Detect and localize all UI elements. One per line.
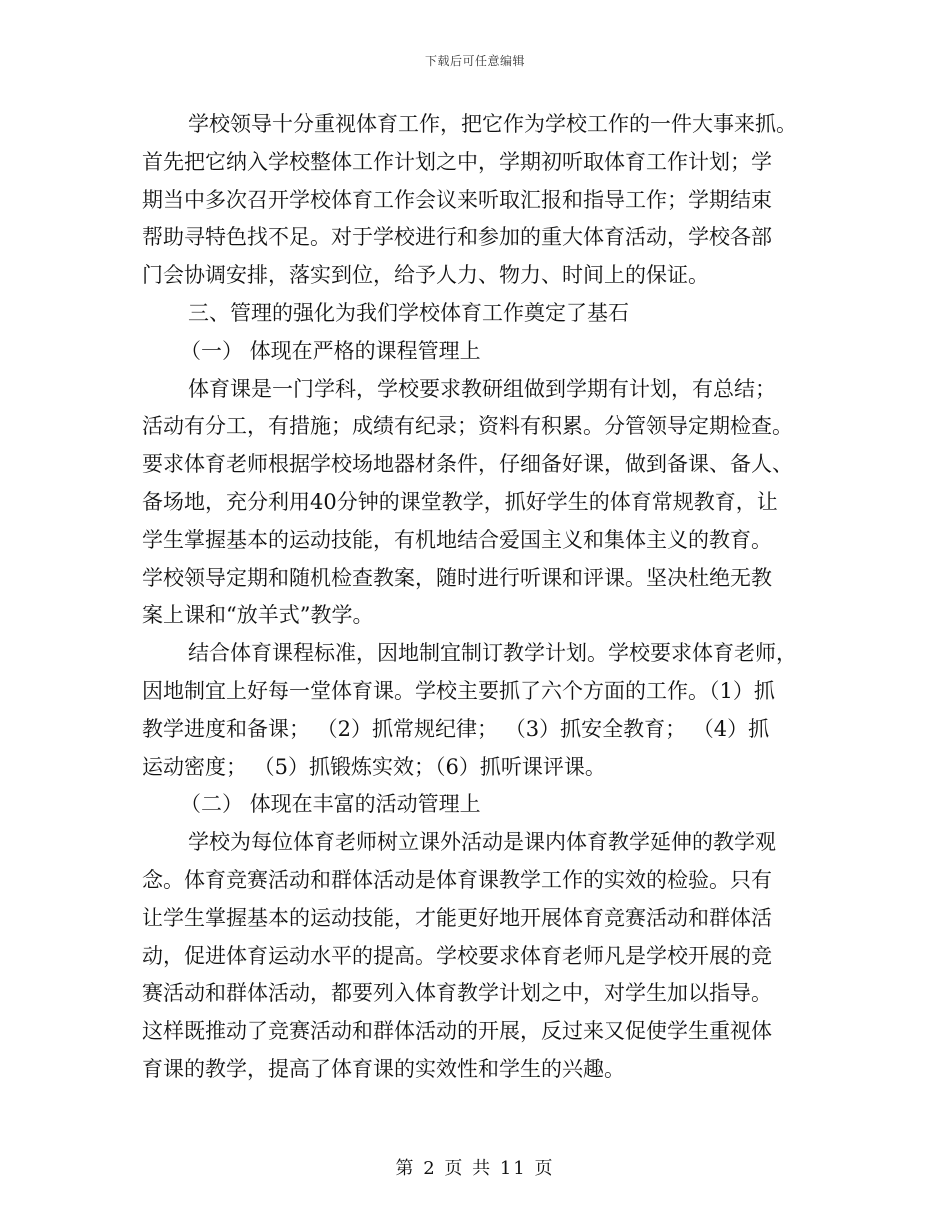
- section-heading: 三、管理的强化为我们学校体育工作奠定了基石: [188, 300, 629, 325]
- text-line: 因地制宜上好每一堂体育课。学校主要抓了六个方面的工作。（1）抓: [142, 678, 775, 703]
- text-line: 学校领导十分重视体育工作，把它作为学校工作的一件大事来抓。: [188, 112, 797, 136]
- subsection-heading: （一） 体现在严格的课程管理上: [180, 338, 481, 363]
- text-line: 活动有分工，有措施；成绩有纪录；资料有积累。分管领导定期检查。: [142, 414, 793, 439]
- page-header: 下载后可任意编辑: [424, 54, 525, 68]
- page-footer: 第 2 页 共 11 页: [395, 1158, 555, 1179]
- subsection-heading: （二） 体现在丰富的活动管理上: [180, 792, 481, 817]
- document-body: [142, 106, 808, 1089]
- text-line: 案上课和“放羊式”教学。: [142, 603, 374, 628]
- text-line: 育课的教学，提高了体育课的实效性和学生的兴趣。: [142, 1056, 625, 1081]
- text-line: 教学进度和备课； （2）抓常规纪律； （3）抓安全教育； （4）抓: [142, 716, 770, 741]
- text-line: 首先把它纳入学校整体工作计划之中，学期初听取体育工作计划；学: [142, 149, 772, 174]
- text-line: 这样既推动了竞赛活动和群体活动的开展，反过来又促使学生重视体: [142, 1019, 772, 1044]
- text-line: 备场地，充分利用40分钟的课堂教学，抓好学生的体育常规教育，让: [142, 489, 778, 514]
- text-line: 门会协调安排，落实到位，给予人力、物力、时间上的保证。: [142, 263, 709, 288]
- text-line: 体育课是一门学科，学校要求教研组做到学期有计划，有总结；: [188, 376, 776, 401]
- text-line: 动，促进体育运动水平的提高。学校要求体育老师凡是学校开展的竞: [142, 943, 772, 968]
- text-line: 赛活动和群体活动，都要列入体育教学计划之中，对学生加以指导。: [142, 981, 772, 1006]
- text-line: 学校领导定期和随机检查教案，随时进行听课和评课。坚决杜绝无教: [142, 565, 772, 590]
- text-line: 运动密度； （5）抓锻炼实效；（6）抓听课评课。: [142, 754, 606, 779]
- text-line: 学校为每位体育老师树立课外活动是课内体育教学延伸的教学观: [188, 830, 776, 855]
- text-line: 帮助寻特色找不足。对于学校进行和参加的重大体育活动，学校各部: [142, 225, 772, 250]
- text-line: 学生掌握基本的运动技能，有机地结合爱国主义和集体主义的教育。: [142, 527, 772, 552]
- text-line: 结合体育课程标准，因地制宜制订教学计划。学校要求体育老师，: [188, 641, 797, 666]
- text-line: 要求体育老师根据学校场地器材条件，仔细备好课，做到备课、备人、: [142, 452, 793, 477]
- text-line: 念。体育竞赛活动和群体活动是体育课教学工作的实效的检验。只有: [142, 867, 772, 892]
- text-line: 期当中多次召开学校体育工作会议来听取汇报和指导工作；学期结束: [142, 187, 772, 212]
- text-line: 让学生掌握基本的运动技能，才能更好地开展体育竞赛活动和群体活: [142, 905, 772, 930]
